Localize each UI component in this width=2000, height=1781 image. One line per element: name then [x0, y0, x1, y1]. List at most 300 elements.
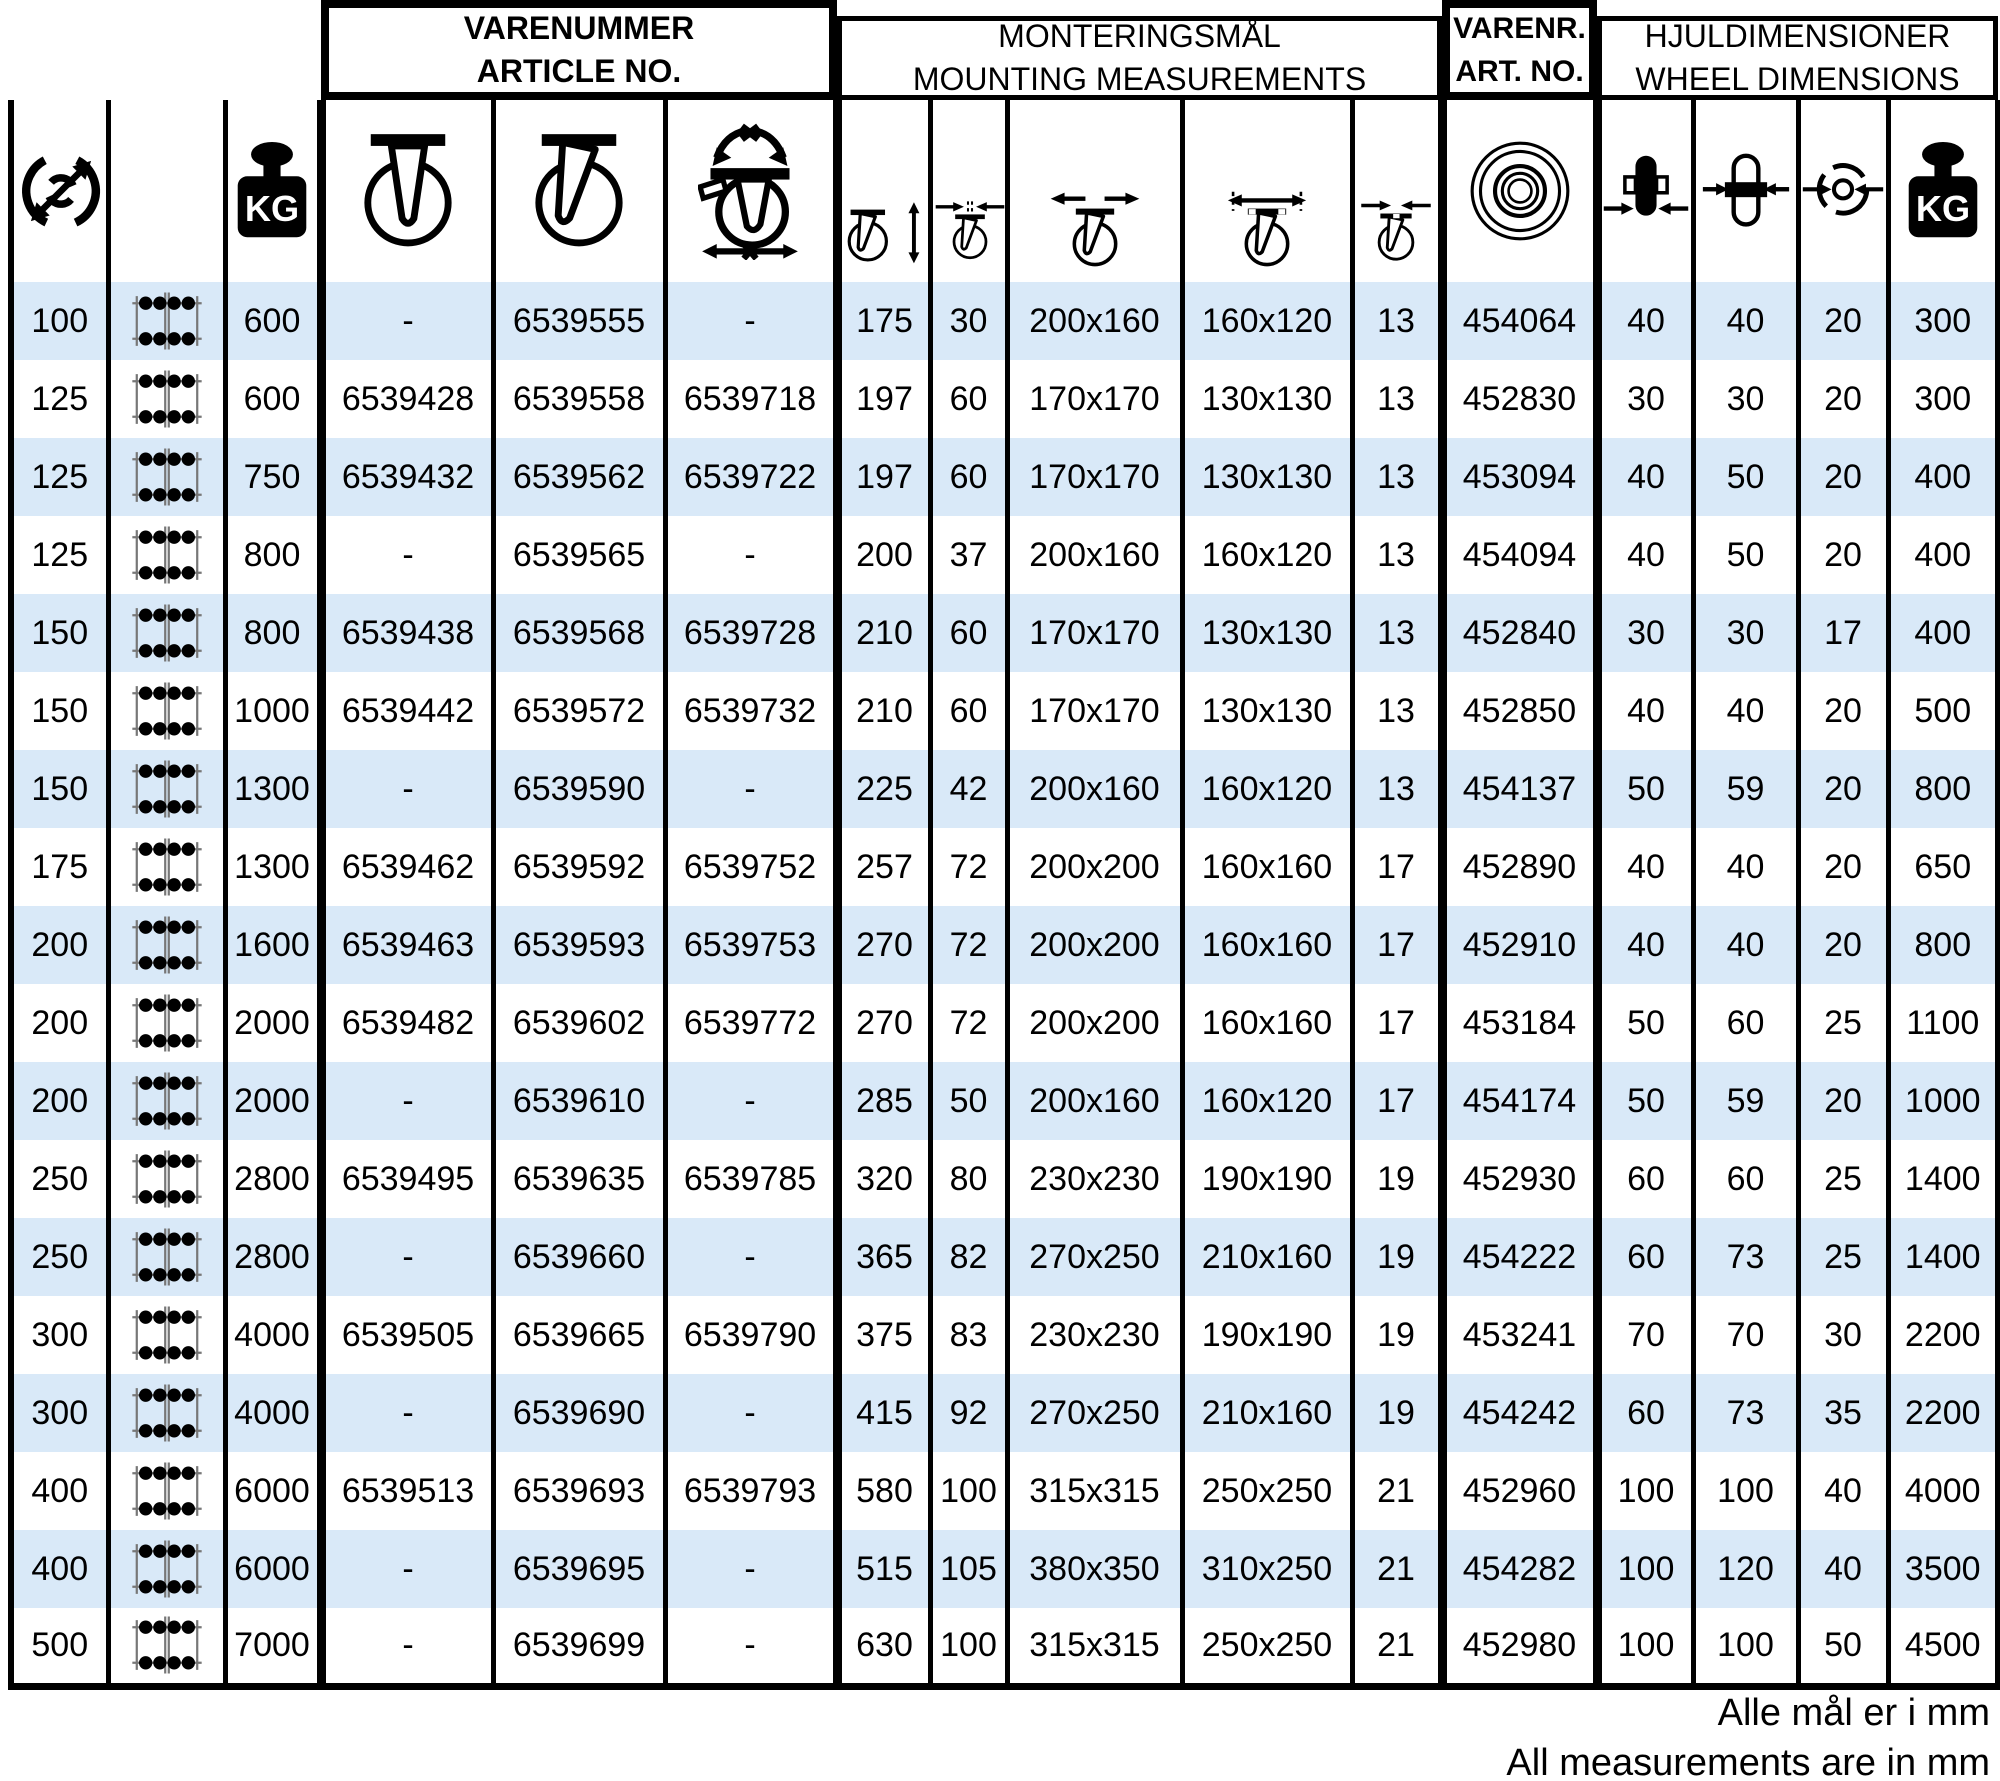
cell-wheel-article: 452850: [1442, 672, 1597, 750]
table-row: [11, 360, 1998, 438]
cell-mounting-height: 630: [837, 1608, 930, 1686]
cell-mounting-height: 210: [837, 672, 930, 750]
cell-hub-length: 60: [1693, 984, 1798, 1062]
cell-bolt-pattern: [108, 1218, 225, 1296]
cell-bolt-pattern: [108, 672, 225, 750]
cell-swivel-lock-article: 6539728: [665, 594, 837, 672]
bolt-pattern-icon: [129, 991, 205, 1055]
cell-bolt-hole-dia: 17: [1352, 1062, 1442, 1140]
cell-hole-spacing: 210x160: [1182, 1218, 1352, 1296]
cell-wheel-load-kg: 1400: [1888, 1218, 1998, 1296]
cell-swivel-article: 6539555: [493, 282, 665, 360]
cell-bore-dia: 20: [1798, 672, 1888, 750]
cell-wheel-width: 100: [1597, 1452, 1693, 1530]
cell-plate-size: 170x170: [1007, 672, 1182, 750]
cell-bore-dia: 20: [1798, 516, 1888, 594]
swivel-offset-icon: [933, 192, 1007, 270]
cell-bolt-hole-dia: 21: [1352, 1530, 1442, 1608]
cell-diameter: 300: [11, 1296, 108, 1374]
cell-bolt-hole-dia: 19: [1352, 1218, 1442, 1296]
cell-wheel-load-kg: 650: [1888, 828, 1998, 906]
cell-wheel-load-kg: 2200: [1888, 1296, 1998, 1374]
cell-wheel-load-kg: 400: [1888, 516, 1998, 594]
cell-offset: 72: [930, 906, 1007, 984]
cell-diameter: 100: [11, 282, 108, 360]
cell-wheel-width: 60: [1597, 1140, 1693, 1218]
cell-hub-length: 40: [1693, 672, 1798, 750]
cell-mounting-height: 365: [837, 1218, 930, 1296]
cell-plate-size: 200x160: [1007, 750, 1182, 828]
cell-bore-dia: 40: [1798, 1530, 1888, 1608]
cell-mounting-height: 515: [837, 1530, 930, 1608]
cell-swivel-article: 6539592: [493, 828, 665, 906]
cell-wheel-load-kg: 300: [1888, 360, 1998, 438]
col-header-wheel-load-kg: [1888, 100, 1998, 282]
cell-plate-size: 230x230: [1007, 1140, 1182, 1218]
cell-wheel-article: 452910: [1442, 906, 1597, 984]
plate-size-icon: [1047, 190, 1143, 270]
cell-wheel-article: 452960: [1442, 1452, 1597, 1530]
table-row: [11, 672, 1998, 750]
col-header-bolt-pattern: [108, 100, 225, 282]
group-header-wheel-dims: [1597, 0, 1998, 100]
cell-swivel-lock-article: 6539753: [665, 906, 837, 984]
cell-wheel-width: 40: [1597, 516, 1693, 594]
table-row: [11, 1296, 1998, 1374]
cell-load-kg: 4000: [225, 1296, 321, 1374]
cell-wheel-article: 454174: [1442, 1062, 1597, 1140]
cell-bolt-hole-dia: 17: [1352, 906, 1442, 984]
cell-wheel-article: 454222: [1442, 1218, 1597, 1296]
cell-hub-length: 100: [1693, 1608, 1798, 1686]
cell-load-kg: 2000: [225, 1062, 321, 1140]
cell-load-kg: 1300: [225, 750, 321, 828]
bolt-pattern-icon: [129, 1459, 205, 1523]
cell-offset: 100: [930, 1608, 1007, 1686]
cell-swivel-article: 6539568: [493, 594, 665, 672]
cell-fixed-article: -: [321, 750, 493, 828]
cell-fixed-article: -: [321, 1530, 493, 1608]
bolt-pattern-icon: [129, 601, 205, 665]
bore-diameter-icon: [1802, 158, 1884, 224]
cell-swivel-lock-article: -: [665, 516, 837, 594]
cell-swivel-lock-article: -: [665, 1218, 837, 1296]
cell-swivel-lock-article: -: [665, 1062, 837, 1140]
cell-diameter: 400: [11, 1452, 108, 1530]
cell-load-kg: 750: [225, 438, 321, 516]
cell-plate-size: 380x350: [1007, 1530, 1182, 1608]
cell-hub-length: 40: [1693, 828, 1798, 906]
cell-wheel-load-kg: 2200: [1888, 1374, 1998, 1452]
cell-wheel-width: 50: [1597, 1062, 1693, 1140]
cell-load-kg: 2800: [225, 1140, 321, 1218]
table-row: [11, 516, 1998, 594]
cell-swivel-article: 6539610: [493, 1062, 665, 1140]
cell-bolt-hole-dia: 19: [1352, 1374, 1442, 1452]
cell-offset: 42: [930, 750, 1007, 828]
group-title-en: ARTICLE NO.: [476, 53, 682, 89]
wheel-load-kg-icon: [1903, 140, 1983, 243]
cell-swivel-article: 6539572: [493, 672, 665, 750]
footer-line-da: Alle mål er i mm: [1717, 1692, 1990, 1734]
cell-wheel-load-kg: 400: [1888, 594, 1998, 672]
cell-swivel-lock-article: 6539732: [665, 672, 837, 750]
cell-wheel-width: 40: [1597, 438, 1693, 516]
cell-fixed-article: 6539438: [321, 594, 493, 672]
cell-bolt-hole-dia: 13: [1352, 360, 1442, 438]
cell-load-kg: 2000: [225, 984, 321, 1062]
wheel-diameter-icon: [14, 144, 108, 238]
cell-hole-spacing: 250x250: [1182, 1452, 1352, 1530]
cell-diameter: 300: [11, 1374, 108, 1452]
cell-wheel-width: 50: [1597, 984, 1693, 1062]
cell-offset: 60: [930, 360, 1007, 438]
cell-swivel-article: 6539590: [493, 750, 665, 828]
cell-wheel-load-kg: 300: [1888, 282, 1998, 360]
cell-bolt-pattern: [108, 906, 225, 984]
cell-swivel-lock-article: 6539718: [665, 360, 837, 438]
cell-hub-length: 30: [1693, 360, 1798, 438]
cell-load-kg: 6000: [225, 1530, 321, 1608]
cell-fixed-article: -: [321, 516, 493, 594]
bolt-pattern-icon: [129, 1225, 205, 1289]
cell-diameter: 125: [11, 438, 108, 516]
cell-wheel-load-kg: 4000: [1888, 1452, 1998, 1530]
cell-bolt-pattern: [108, 438, 225, 516]
group-header-row: [11, 0, 1998, 100]
cell-bolt-hole-dia: 13: [1352, 594, 1442, 672]
cell-hub-length: 59: [1693, 1062, 1798, 1140]
table-row: [11, 906, 1998, 984]
cell-bore-dia: 25: [1798, 984, 1888, 1062]
bolt-pattern-icon: [129, 289, 205, 353]
cell-mounting-height: 197: [837, 438, 930, 516]
icon-header-row: [11, 100, 1998, 282]
cell-load-kg: 600: [225, 282, 321, 360]
cell-fixed-article: 6539442: [321, 672, 493, 750]
cell-hole-spacing: 130x130: [1182, 672, 1352, 750]
cell-fixed-article: 6539463: [321, 906, 493, 984]
bolt-hole-spacing-icon: [1219, 190, 1315, 270]
cell-offset: 80: [930, 1140, 1007, 1218]
cell-bolt-pattern: [108, 360, 225, 438]
cell-bore-dia: 17: [1798, 594, 1888, 672]
group-title-da: MONTERINGSMÅL: [998, 18, 1281, 54]
cell-bore-dia: 35: [1798, 1374, 1888, 1452]
cell-hole-spacing: 160x120: [1182, 750, 1352, 828]
cell-wheel-width: 70: [1597, 1296, 1693, 1374]
cell-bolt-pattern: [108, 1608, 225, 1686]
bolt-pattern-icon: [129, 757, 205, 821]
col-header-swivel-lock-article: [665, 100, 837, 282]
cell-fixed-article: 6539428: [321, 360, 493, 438]
cell-offset: 50: [930, 1062, 1007, 1140]
cell-bore-dia: 40: [1798, 1452, 1888, 1530]
cell-mounting-height: 375: [837, 1296, 930, 1374]
cell-plate-size: 200x160: [1007, 282, 1182, 360]
cell-bore-dia: 20: [1798, 1062, 1888, 1140]
cell-wheel-width: 100: [1597, 1608, 1693, 1686]
cell-bolt-pattern: [108, 594, 225, 672]
cell-mounting-height: 225: [837, 750, 930, 828]
cell-mounting-height: 580: [837, 1452, 930, 1530]
cell-mounting-height: 285: [837, 1062, 930, 1140]
cell-plate-size: 170x170: [1007, 438, 1182, 516]
cell-mounting-height: 197: [837, 360, 930, 438]
col-header-offset: [930, 100, 1007, 282]
bolt-pattern-icon: [129, 1381, 205, 1445]
cell-diameter: 250: [11, 1218, 108, 1296]
cell-wheel-load-kg: 800: [1888, 750, 1998, 828]
cell-bolt-pattern: [108, 282, 225, 360]
cell-diameter: 175: [11, 828, 108, 906]
cell-plate-size: 270x250: [1007, 1374, 1182, 1452]
cell-hole-spacing: 130x130: [1182, 594, 1352, 672]
swivel-caster-icon: [530, 132, 628, 250]
cell-plate-size: 200x200: [1007, 828, 1182, 906]
cell-swivel-article: 6539558: [493, 360, 665, 438]
cell-diameter: 200: [11, 1062, 108, 1140]
cell-plate-size: 170x170: [1007, 594, 1182, 672]
cell-hole-spacing: 160x120: [1182, 1062, 1352, 1140]
cell-bore-dia: 20: [1798, 438, 1888, 516]
cell-swivel-article: 6539665: [493, 1296, 665, 1374]
cell-bore-dia: 20: [1798, 828, 1888, 906]
cell-load-kg: 1000: [225, 672, 321, 750]
col-header-mounting-height: [837, 100, 930, 282]
cell-wheel-load-kg: 500: [1888, 672, 1998, 750]
cell-swivel-lock-article: 6539772: [665, 984, 837, 1062]
table-row: [11, 984, 1998, 1062]
cell-offset: 100: [930, 1452, 1007, 1530]
cell-bore-dia: 25: [1798, 1140, 1888, 1218]
cell-plate-size: 315x315: [1007, 1608, 1182, 1686]
cell-wheel-article: 452830: [1442, 360, 1597, 438]
cell-bolt-hole-dia: 13: [1352, 282, 1442, 360]
cell-swivel-lock-article: -: [665, 1530, 837, 1608]
cell-swivel-lock-article: 6539722: [665, 438, 837, 516]
cell-diameter: 200: [11, 984, 108, 1062]
cell-load-kg: 1300: [225, 828, 321, 906]
cell-diameter: 150: [11, 594, 108, 672]
cell-bolt-pattern: [108, 1140, 225, 1218]
cell-bolt-pattern: [108, 516, 225, 594]
cell-plate-size: 200x200: [1007, 906, 1182, 984]
cell-bolt-hole-dia: 21: [1352, 1452, 1442, 1530]
cell-wheel-load-kg: 400: [1888, 438, 1998, 516]
cell-diameter: 125: [11, 516, 108, 594]
cell-hub-length: 40: [1693, 282, 1798, 360]
cell-wheel-width: 60: [1597, 1374, 1693, 1452]
cell-fixed-article: 6539513: [321, 1452, 493, 1530]
table-row: [11, 1608, 1998, 1686]
table-row: [11, 1218, 1998, 1296]
cell-wheel-article: 452930: [1442, 1140, 1597, 1218]
group-title-da: VARENUMMER: [463, 10, 695, 46]
cell-fixed-article: -: [321, 1218, 493, 1296]
cell-wheel-article: 454094: [1442, 516, 1597, 594]
cell-bolt-hole-dia: 21: [1352, 1608, 1442, 1686]
cell-bolt-hole-dia: 13: [1352, 516, 1442, 594]
cell-bolt-hole-dia: 17: [1352, 828, 1442, 906]
hub-length-icon: [1702, 152, 1790, 230]
swivel-caster-directional-lock-icon: [698, 122, 802, 260]
bolt-pattern-icon: [129, 1303, 205, 1367]
cell-wheel-width: 30: [1597, 360, 1693, 438]
cell-swivel-article: 6539699: [493, 1608, 665, 1686]
cell-fixed-article: 6539505: [321, 1296, 493, 1374]
table-row: [11, 1140, 1998, 1218]
cell-load-kg: 600: [225, 360, 321, 438]
table-row: [11, 1530, 1998, 1608]
cell-wheel-width: 30: [1597, 594, 1693, 672]
cell-bolt-hole-dia: 19: [1352, 1140, 1442, 1218]
col-header-bore-dia: [1798, 100, 1888, 282]
col-header-plate-size: [1007, 100, 1182, 282]
footer-line-en: All measurements are in mm: [1506, 1742, 1990, 1781]
cell-wheel-article: 453184: [1442, 984, 1597, 1062]
cell-offset: 92: [930, 1374, 1007, 1452]
bolt-pattern-icon: [129, 1537, 205, 1601]
bolt-pattern-icon: [129, 679, 205, 743]
bolt-pattern-icon: [129, 523, 205, 587]
cell-diameter: 150: [11, 750, 108, 828]
cell-bolt-pattern: [108, 828, 225, 906]
cell-diameter: 400: [11, 1530, 108, 1608]
cell-bolt-pattern: [108, 984, 225, 1062]
table-row: [11, 594, 1998, 672]
col-header-swivel-article: [493, 100, 665, 282]
col-header-wheel-article: [1442, 100, 1597, 282]
cell-load-kg: 800: [225, 516, 321, 594]
cell-bore-dia: 20: [1798, 360, 1888, 438]
cell-hole-spacing: 160x120: [1182, 282, 1352, 360]
col-header-hub-length: [1693, 100, 1798, 282]
col-header-wheel-width: [1597, 100, 1693, 282]
col-header-bolt-hole-dia: [1352, 100, 1442, 282]
table-row: [11, 1062, 1998, 1140]
cell-mounting-height: 320: [837, 1140, 930, 1218]
bolt-pattern-icon: [129, 367, 205, 431]
cell-bolt-pattern: [108, 1062, 225, 1140]
group-header-article-no: [321, 0, 837, 100]
cell-offset: 82: [930, 1218, 1007, 1296]
fixed-caster-icon: [359, 132, 457, 250]
cell-diameter: 125: [11, 360, 108, 438]
table-body: [11, 282, 1998, 1686]
table-row: [11, 438, 1998, 516]
cell-bolt-hole-dia: 13: [1352, 672, 1442, 750]
col-header-hole-spacing: [1182, 100, 1352, 282]
cell-bolt-pattern: [108, 750, 225, 828]
cell-load-kg: 6000: [225, 1452, 321, 1530]
cell-wheel-article: 453241: [1442, 1296, 1597, 1374]
cell-hub-length: 100: [1693, 1452, 1798, 1530]
product-spec-table: [8, 0, 2000, 1690]
cell-fixed-article: -: [321, 1374, 493, 1452]
bolt-pattern-icon: [129, 1069, 205, 1133]
cell-hub-length: 50: [1693, 516, 1798, 594]
cell-offset: 60: [930, 594, 1007, 672]
cell-hole-spacing: 130x130: [1182, 438, 1352, 516]
col-header-fixed-article: [321, 100, 493, 282]
cell-bore-dia: 20: [1798, 282, 1888, 360]
cell-wheel-article: 454137: [1442, 750, 1597, 828]
cell-plate-size: 200x160: [1007, 1062, 1182, 1140]
cell-hole-spacing: 190x190: [1182, 1296, 1352, 1374]
cell-wheel-load-kg: 800: [1888, 906, 1998, 984]
cell-bore-dia: 50: [1798, 1608, 1888, 1686]
cell-plate-size: 230x230: [1007, 1296, 1182, 1374]
cell-bolt-pattern: [108, 1452, 225, 1530]
cell-swivel-lock-article: -: [665, 1374, 837, 1452]
cell-swivel-article: 6539693: [493, 1452, 665, 1530]
cell-diameter: 200: [11, 906, 108, 984]
cell-swivel-article: 6539562: [493, 438, 665, 516]
cell-mounting-height: 210: [837, 594, 930, 672]
cell-wheel-article: 452890: [1442, 828, 1597, 906]
group-title-da: HJULDIMENSIONER: [1644, 18, 1951, 54]
cell-hub-length: 70: [1693, 1296, 1798, 1374]
cell-wheel-width: 40: [1597, 828, 1693, 906]
cell-hub-length: 73: [1693, 1374, 1798, 1452]
cell-fixed-article: -: [321, 282, 493, 360]
cell-offset: 60: [930, 438, 1007, 516]
cell-bore-dia: 20: [1798, 906, 1888, 984]
cell-offset: 72: [930, 984, 1007, 1062]
col-header-load-kg: [225, 100, 321, 282]
cell-bolt-hole-dia: 17: [1352, 984, 1442, 1062]
group-header-blank: [11, 0, 321, 100]
cell-offset: 83: [930, 1296, 1007, 1374]
cell-wheel-article: 452980: [1442, 1608, 1597, 1686]
cell-wheel-article: 454242: [1442, 1374, 1597, 1452]
cell-hub-length: 60: [1693, 1140, 1798, 1218]
cell-wheel-load-kg: 4500: [1888, 1608, 1998, 1686]
cell-hole-spacing: 130x130: [1182, 360, 1352, 438]
cell-swivel-lock-article: 6539785: [665, 1140, 837, 1218]
cell-offset: 37: [930, 516, 1007, 594]
cell-plate-size: 200x160: [1007, 516, 1182, 594]
cell-wheel-load-kg: 1000: [1888, 1062, 1998, 1140]
cell-offset: 105: [930, 1530, 1007, 1608]
cell-hole-spacing: 190x190: [1182, 1140, 1352, 1218]
table-row: [11, 1374, 1998, 1452]
cell-hole-spacing: 160x160: [1182, 906, 1352, 984]
cell-offset: 72: [930, 828, 1007, 906]
cell-plate-size: 315x315: [1007, 1452, 1182, 1530]
group-title-en: ART. NO.: [1455, 55, 1584, 88]
cell-hole-spacing: 160x160: [1182, 984, 1352, 1062]
cell-swivel-article: 6539690: [493, 1374, 665, 1452]
cell-bolt-pattern: [108, 1374, 225, 1452]
group-title-en: MOUNTING MEASUREMENTS: [912, 61, 1367, 97]
cell-swivel-article: 6539635: [493, 1140, 665, 1218]
cell-fixed-article: -: [321, 1608, 493, 1686]
table-row: [11, 750, 1998, 828]
group-title-da: VARENR.: [1453, 12, 1586, 45]
cell-mounting-height: 257: [837, 828, 930, 906]
cell-bolt-hole-dia: 13: [1352, 750, 1442, 828]
cell-wheel-article: 452840: [1442, 594, 1597, 672]
group-header-mounting: [837, 0, 1442, 100]
bolt-pattern-icon: [129, 1613, 205, 1677]
cell-load-kg: 4000: [225, 1374, 321, 1452]
cell-hub-length: 59: [1693, 750, 1798, 828]
cell-wheel-width: 100: [1597, 1530, 1693, 1608]
cell-load-kg: 800: [225, 594, 321, 672]
cell-offset: 30: [930, 282, 1007, 360]
